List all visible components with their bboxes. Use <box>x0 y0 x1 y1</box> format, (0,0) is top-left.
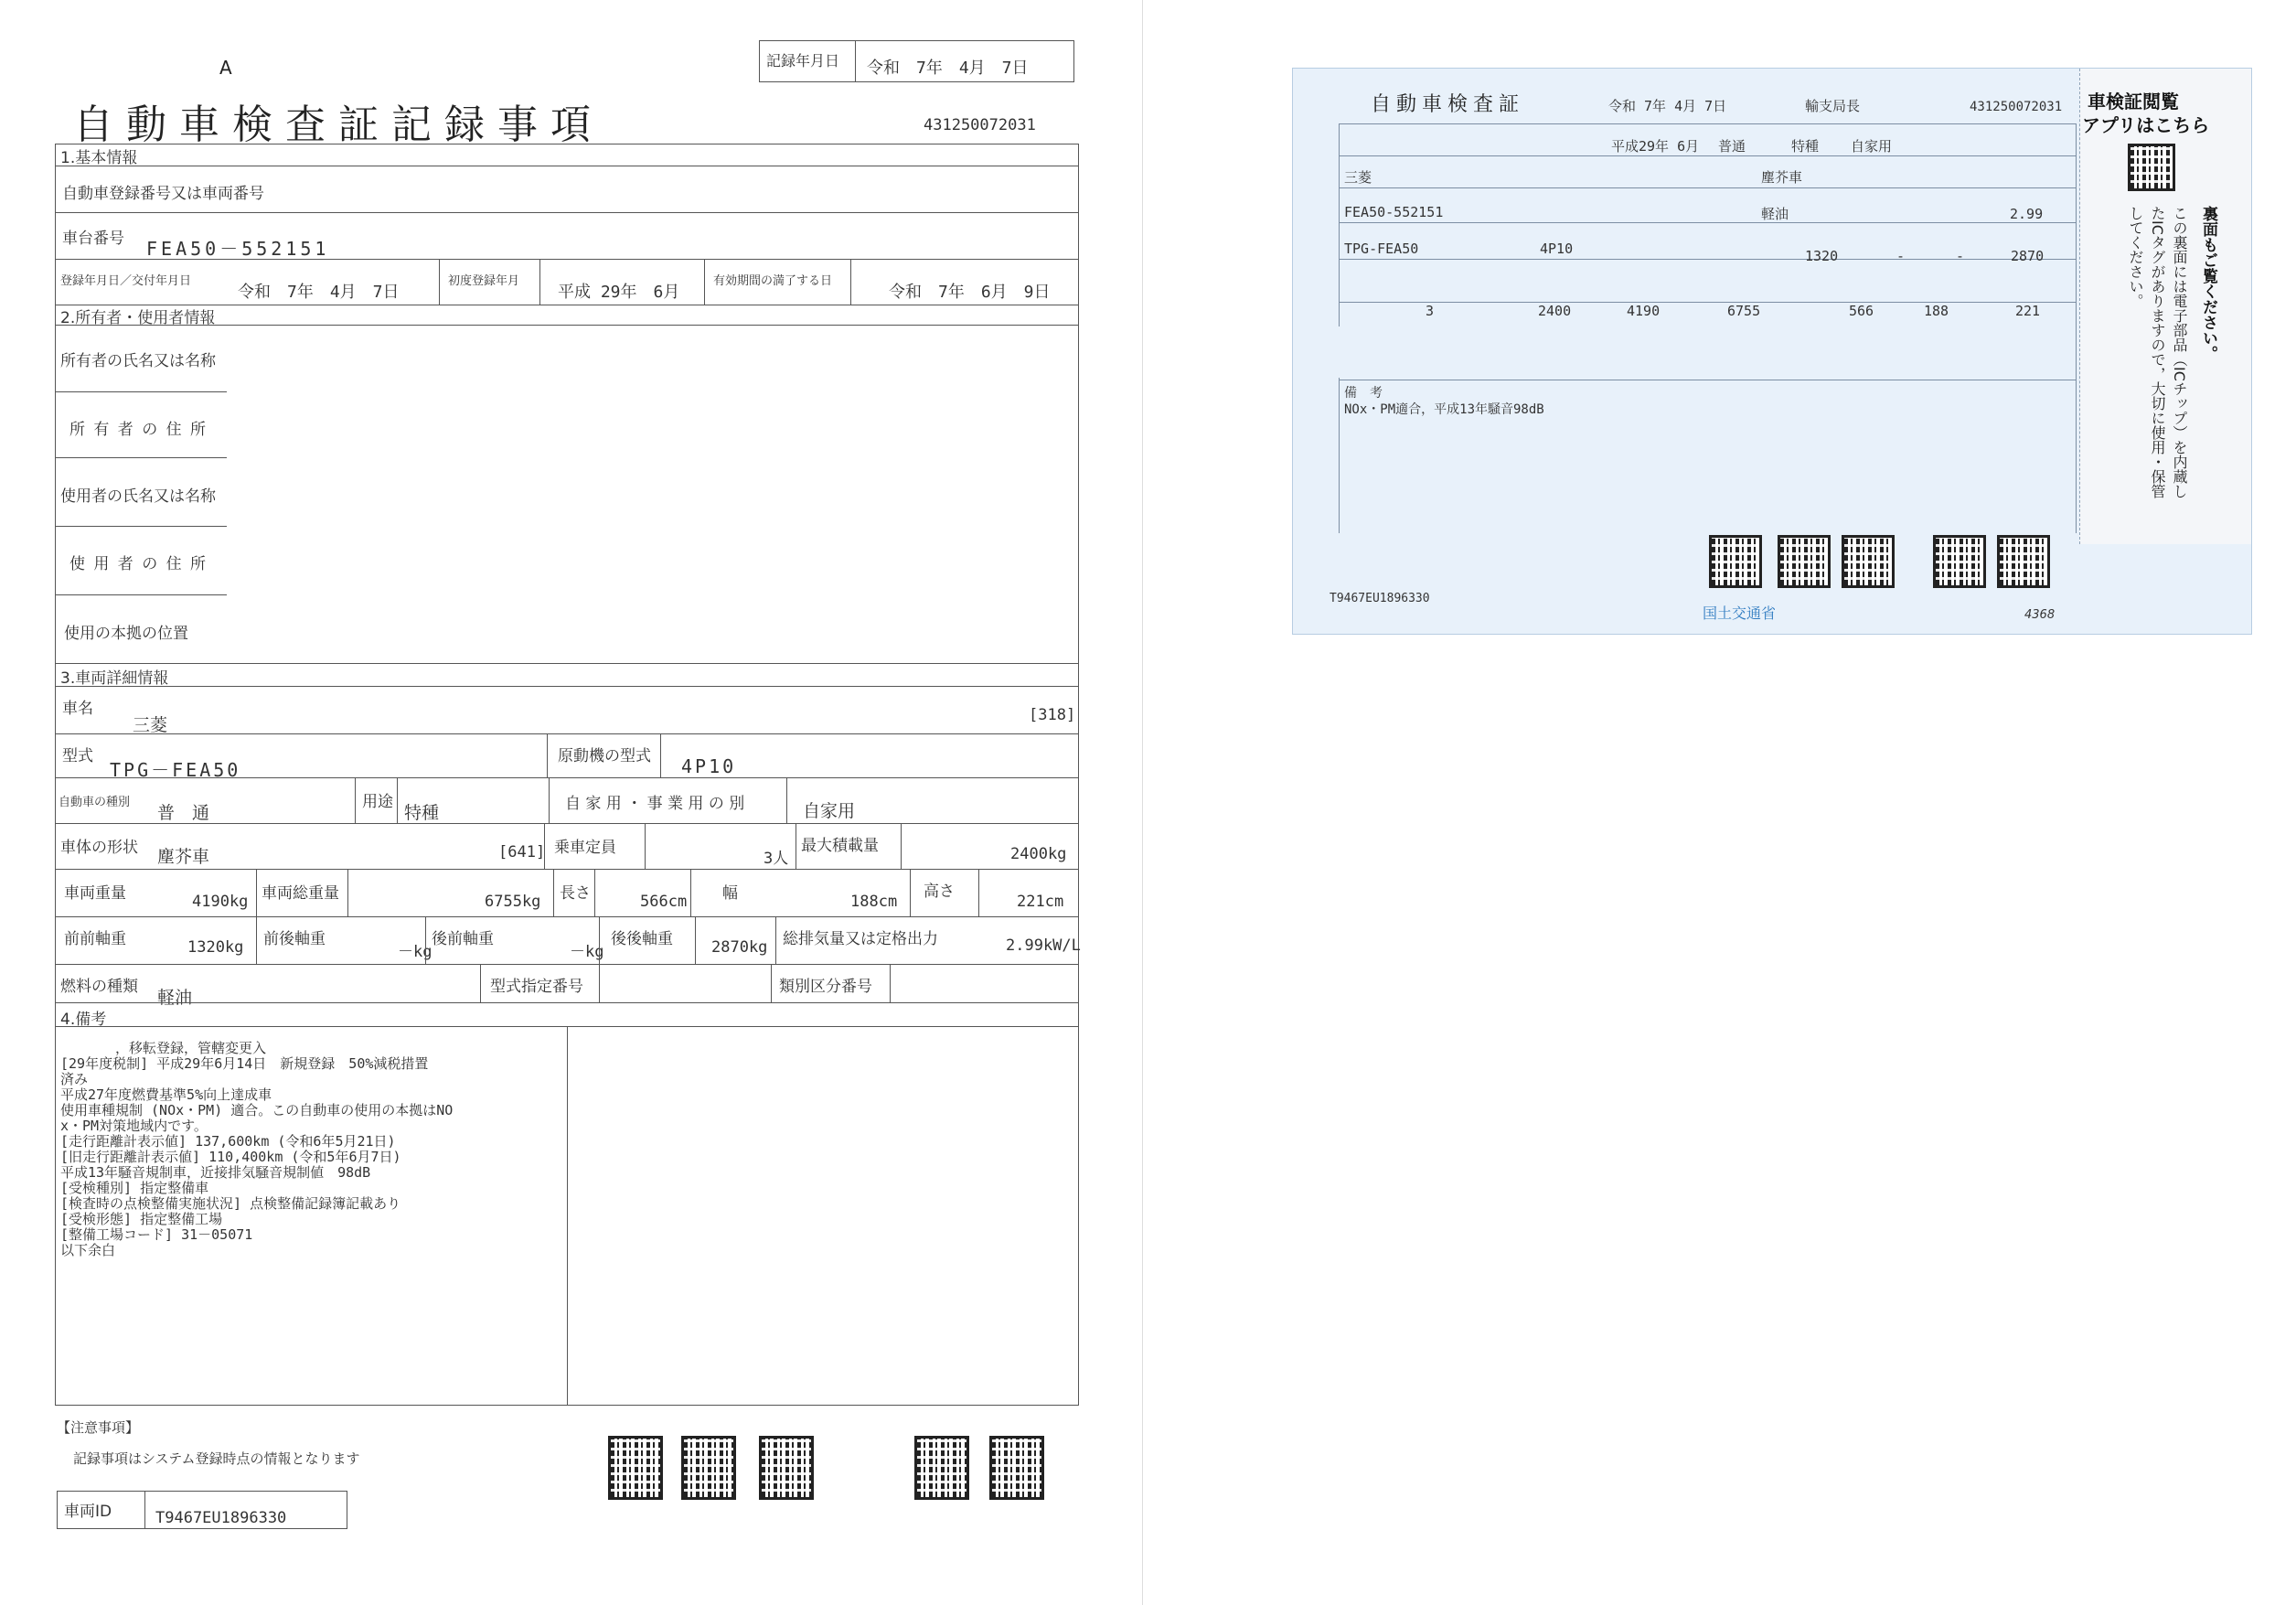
record-sheet <box>0 0 1143 1605</box>
make-code: [318] <box>1029 706 1076 724</box>
gross-label: 車両総重量 <box>262 884 339 903</box>
chassis-value: FEA50－552151 <box>146 238 330 260</box>
remarks-line: [受検種別] 指定整備車 <box>60 1180 209 1196</box>
disp-value: 2.99kW/L <box>1006 936 1081 955</box>
use-value: 特種 <box>404 803 440 823</box>
user-name-label: 使用者の氏名又は名称 <box>60 487 216 506</box>
section-owner: 2.所有者・使用者情報 <box>60 309 216 327</box>
height-value: 221cm <box>1017 893 1064 911</box>
section-vehicle: 3.車両詳細情報 <box>60 669 169 688</box>
redacted-area <box>227 326 1077 663</box>
app-qr[interactable] <box>2128 144 2175 191</box>
card-title: 自動車検査証 <box>1371 93 1525 116</box>
ff-value: 1320kg <box>187 938 244 957</box>
disp-label: 総排気量又は定格出力 <box>783 930 938 948</box>
card-height: 221 <box>2015 303 2041 319</box>
length-value: 566cm <box>640 893 688 911</box>
reg-date: 令和 7年 4月 7日 <box>238 283 400 302</box>
section-basic: 1.基本情報 <box>60 149 138 167</box>
capacity-value: 3人 <box>764 850 789 868</box>
card-capacity: 3 <box>1426 303 1435 319</box>
biz-value: 自家用 <box>803 801 856 821</box>
weight-value: 4190kg <box>192 893 249 911</box>
card-weight: 4190 <box>1627 303 1661 319</box>
qr-code-5 <box>989 1436 1044 1500</box>
width-label: 幅 <box>722 884 738 903</box>
card-redact-1 <box>1339 123 1476 206</box>
app-panel <box>2079 69 2251 544</box>
card-body: 塵芥車 <box>1761 169 1803 186</box>
remarks-line: 済み <box>60 1071 89 1087</box>
remarks-line: x・PM対策地域内です。 <box>60 1118 208 1134</box>
remarks-line: 使用車種規制 (NOx・PM) 適合。この自動車の使用の本拠はNO <box>60 1102 454 1118</box>
inspection-card <box>1292 68 2252 635</box>
doc-number: 431250072031 <box>924 116 1036 134</box>
remarks-line: [検査時の点検整備実施状況] 点検整備記録簿記載あり <box>60 1195 401 1212</box>
first-reg-label: 初度登録年月 <box>448 274 520 288</box>
card-disp: 2.99 <box>2010 206 2044 222</box>
qr-code-3 <box>759 1436 814 1500</box>
page-title: 自動車検査証記録事項 <box>73 102 603 148</box>
card-engine: 4P10 <box>1540 241 1574 257</box>
record-date: 令和 7年 4月 7日 <box>867 59 1029 78</box>
make-label: 車名 <box>62 700 93 718</box>
qr-code-1 <box>608 1436 663 1500</box>
card-serial: 4368 <box>2024 608 2056 622</box>
owner-addr-label: 所 有 者 の 住 所 <box>69 421 208 439</box>
engine-label: 原動機の型式 <box>558 747 651 765</box>
rr-label: 後後軸重 <box>611 930 673 948</box>
user-addr-label: 使 用 者 の 住 所 <box>69 555 208 573</box>
length-label: 長さ <box>560 884 591 903</box>
card-qr-5 <box>1997 535 2050 588</box>
card-vehicle-id: T9467EU1896330 <box>1330 592 1430 605</box>
record-date-label: 記録年月日 <box>766 52 840 70</box>
fr-value: －kg <box>398 943 433 961</box>
remarks-line: 平成27年度燃費基準5%向上達成車 <box>60 1086 272 1103</box>
section-remarks: 4.備考 <box>60 1011 107 1029</box>
notes-text: 記録事項はシステム登録時点の情報となります <box>73 1450 360 1467</box>
card-remarks: NOx・PM適合，平成13年騒音98dB <box>1344 402 1544 417</box>
make-value: 三菱 <box>133 715 168 735</box>
card-qr-2 <box>1778 535 1831 588</box>
card-qr-4 <box>1933 535 1986 588</box>
remarks-line: [整備工場コード] 31－05071 <box>60 1226 253 1243</box>
app-text: この裏面には電子部品（ICチップ）を内蔵したICタグがありますので，大切に使用・保管してください。 <box>2127 206 2188 498</box>
remarks-line: [受検形態] 指定整備工場 <box>60 1211 223 1227</box>
maxload-label: 最大積載量 <box>801 837 879 855</box>
expiry-label: 有効期間の満了する日 <box>713 274 833 288</box>
weight-label: 車両重量 <box>64 884 126 903</box>
kind-value: 普 通 <box>157 803 210 823</box>
card-date: 令和 7年 4月 7日 <box>1608 98 1727 114</box>
card-office: 輸支局長 <box>1805 98 1861 114</box>
kind-label: 自動車の種別 <box>59 796 131 809</box>
base-label: 使用の本拠の位置 <box>64 625 188 643</box>
body-code: [641] <box>498 843 546 861</box>
capacity-label: 乗車定員 <box>554 839 616 857</box>
card-biz: 自家用 <box>1851 138 1893 155</box>
body-label: 車体の形状 <box>60 839 138 857</box>
vehicle-id: T9467EU1896330 <box>155 1509 287 1527</box>
card-ff: 1320 <box>1805 248 1839 264</box>
card-type: TPG-FEA50 <box>1344 241 1419 257</box>
qr-code-4 <box>914 1436 969 1500</box>
card-redact-2 <box>1339 326 1547 378</box>
rf-label: 後前軸重 <box>432 930 494 948</box>
rf-value: －kg <box>570 943 604 961</box>
owner-name-label: 所有者の氏名又は名称 <box>60 352 216 370</box>
fuel-label: 燃料の種類 <box>60 978 138 996</box>
type-label: 型式 <box>62 747 93 765</box>
first-reg: 平成 29年 6月 <box>558 283 680 302</box>
reg-no-label: 自動車登録番号又は車両番号 <box>62 185 264 203</box>
card-remarks-label: 備 考 <box>1344 386 1383 401</box>
card-rf: - <box>1956 248 1965 264</box>
remarks-line: [走行距離計表示値] 137,600km (令和6年5月21日) <box>60 1133 396 1150</box>
chassis-label: 車台番号 <box>62 230 124 248</box>
remarks-line: 以下余白 <box>60 1242 116 1258</box>
height-label: 高さ <box>924 883 955 901</box>
reg-date-label: 登録年月日／交付年月日 <box>60 274 192 288</box>
app-text-head: 裏面もご覧ください。 <box>2199 206 2217 361</box>
card-rr: 2870 <box>2011 248 2045 264</box>
ff-label: 前前軸重 <box>64 930 126 948</box>
remarks-line: ，移転登録，管轄変更入 <box>60 1040 267 1056</box>
card-kind: 普通 <box>1718 138 1746 155</box>
remarks-line: [旧走行距離計表示値] 110,400km (令和5年6月7日) <box>60 1149 401 1165</box>
card-fr: - <box>1896 248 1906 264</box>
card-fuel: 軽油 <box>1761 206 1789 222</box>
app-title-1: 車検証閲覧 <box>2088 91 2179 112</box>
card-width: 188 <box>1924 303 1949 319</box>
ministry-logo: 国土交通省 <box>1703 605 1777 622</box>
type-value: TPG－FEA50 <box>110 759 241 781</box>
notes-title: 【注意事項】 <box>57 1419 140 1436</box>
qr-code-2 <box>681 1436 736 1500</box>
card-use: 特種 <box>1791 138 1820 155</box>
remarks-block <box>60 1041 453 1258</box>
vehicle-id-label: 車両ID <box>64 1503 112 1521</box>
fuel-value: 軽油 <box>157 988 193 1008</box>
card-make: 三菱 <box>1344 169 1372 186</box>
maxload-value: 2400kg <box>1010 845 1067 863</box>
engine-value: 4P10 <box>681 755 737 777</box>
fr-label: 前後軸重 <box>263 930 326 948</box>
card-gross: 6755 <box>1727 303 1761 319</box>
card-length: 566 <box>1849 303 1874 319</box>
app-title-2: アプリはこちら <box>2082 114 2210 136</box>
card-qr-1 <box>1709 535 1762 588</box>
corner-mark: A <box>219 57 232 79</box>
use-label: 用途 <box>362 793 393 811</box>
card-number: 431250072031 <box>1970 100 2063 114</box>
card-first-reg: 平成29年 6月 <box>1611 138 1700 155</box>
card-chassis: FEA50-552151 <box>1344 204 1444 220</box>
rr-value: 2870kg <box>711 938 768 957</box>
remarks-line: 平成13年騒音規制車，近接排気騒音規制値 98dB <box>60 1164 371 1181</box>
gross-value: 6755kg <box>485 893 541 911</box>
class-no-label: 類別区分番号 <box>779 978 872 996</box>
card-maxload: 2400 <box>1538 303 1572 319</box>
model-no-label: 型式指定番号 <box>490 978 583 996</box>
body-value: 塵芥車 <box>157 847 210 867</box>
card-qr-3 <box>1842 535 1895 588</box>
width-value: 188cm <box>850 893 898 911</box>
remarks-line: [29年度税制] 平成29年6月14日 新規登録 50%減税措置 <box>60 1055 429 1072</box>
expiry-date: 令和 7年 6月 9日 <box>889 283 1051 302</box>
biz-label: 自 家 用 ・ 事 業 用 の 別 <box>565 795 745 813</box>
